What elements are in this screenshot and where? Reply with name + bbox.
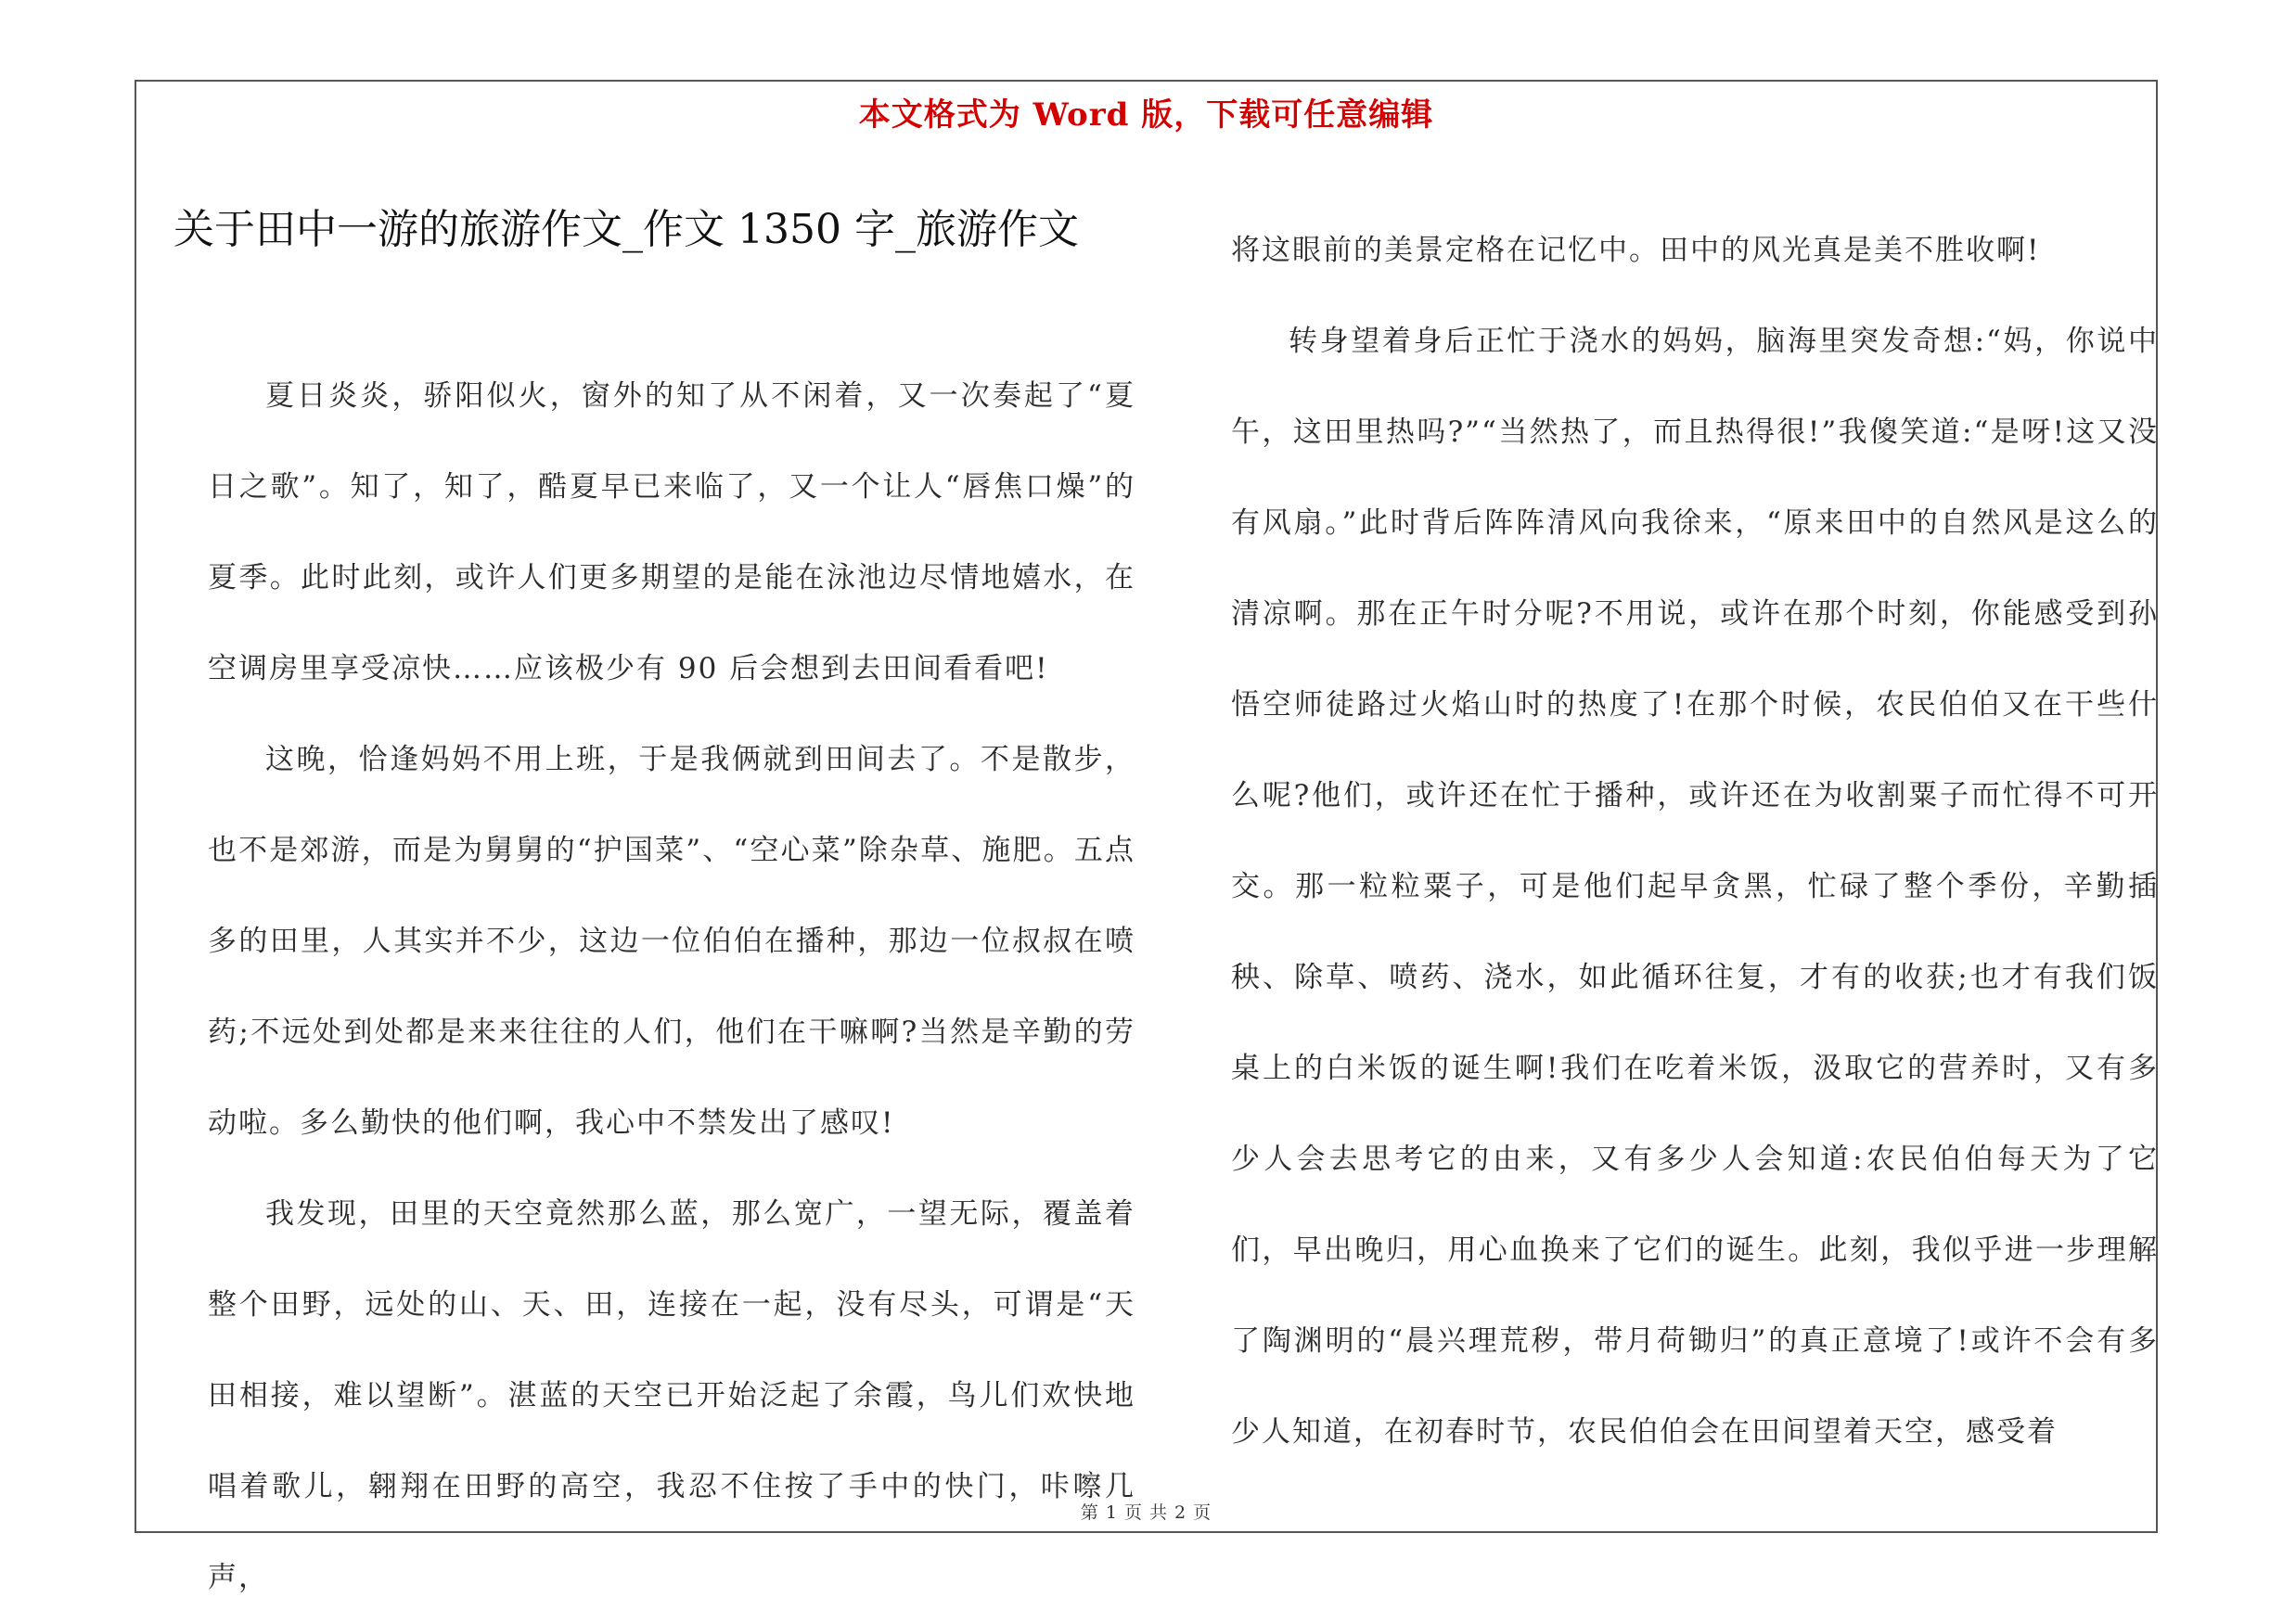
format-banner: 本文格式为 Word 版，下载可任意编辑 [858,96,1434,134]
paragraph: 我发现，田里的天空竟然那么蓝，那么宽广，一望无际，覆盖着整个田野，远处的山、天、田，连接在一起，没有尽头，可谓是“天田相接，难以望断”。湛蓝的天空已开始泛起了余霞，鸟儿们欢快地唱着歌儿，翱翔在田野的高空，我忍不住按了手中的快门，咔嚓几声， [208,1197,1135,1594]
document-title: 关于田中一游的旅游作文_作文 1350 字_旅游作文 [173,206,1079,253]
paragraph: 这晚，恰逢妈妈不用上班，于是我俩就到田间去了。不是散步，也不是郊游，而是为舅舅的“护国菜”、“空心菜”除杂草、施肥。五点多的田里，人其实并不少，这边一位伯伯在播种，那边一位叔叔在喷药;不远处到处都是来来往往的人们，他们在干嘛啊?当然是辛勤的劳动啦。多么勤快的他们啊，我心中不禁发出了感叹! [208,743,1135,1140]
right-column [1231,205,2159,1477]
page-frame [135,80,2159,1594]
paragraph-continued: 将这眼前的美景定格在记忆中。田中的风光真是美不胜收啊! [1231,234,2041,267]
page-number: 第 1 页 共 2 页 [1080,1502,1212,1523]
paragraph: 转身望着身后正忙于浇水的妈妈，脑海里突发奇想:“妈，你说中午，这田里热吗?”“当然热了，而且热得很!”我傻笑道:“是呀!这又没有风扇。”此时背后阵阵清风向我徐来，“原来田中的自然风是这么的清凉啊。那在正午时分呢?不用说，或许在那个时刻，你能感受到孙悟空师徒路过火焰山时的热度了!在那个时候，农民伯伯又在干些什么呢?他们，或许还在忙于播种，或许还在为收割粟子而忙得不可开交。那一粒粒粟子，可是他们起早贪黑，忙碌了整个季份，辛勤插秧、除草、喷药、浇水，如此循环往复，才有的收获;也才有我们饭桌上的白米饭的诞生啊!我们在吃着米饭，汲取它的营养时，又有多少人会去思考它的由来，又有多少人会知道:农民伯伯每天为了它们，早出晚归，用心血换来了它们的诞生。此刻，我似乎进一步理解了陶渊明的“晨兴理荒秽，带月荷锄归”的真正意境了!或许不会有多少人知道，在初春时节，农民伯伯会在田间望着天空，感受着 [1231,325,2159,1449]
left-column [208,351,1135,1623]
paragraph: 夏日炎炎，骄阳似火，窗外的知了从不闲着，又一次奏起了“夏日之歌”。知了，知了，酷夏早已来临了，又一个让人“唇焦口燥”的夏季。此时此刻，或许人们更多期望的是能在泳池边尽情地嬉水，在空调房里享受凉快……应该极少有 90 后会想到去田间看看吧! [208,379,1135,685]
